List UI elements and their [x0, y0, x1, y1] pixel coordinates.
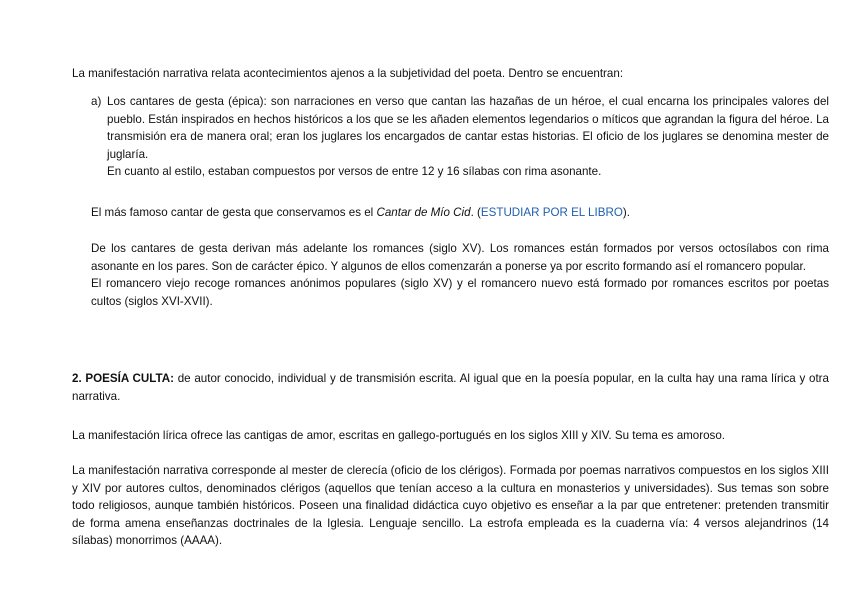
- romances-paragraph: [91, 240, 829, 310]
- narrativa-paragraph: La manifestación narrativa corresponde al mester de clerecía (oficio de los clérigos). Formada por poemas narrativos compuestos en los siglos XIII y XIV por autores cultos, denominados clérigos (aquellos que tenían acceso a la cultura en monasterios y universidades). Sus temas son sobre todo religiosos, aunque también históricos. Poseen una finalidad didáctica cuyo objetivo es enseñar a la par que entretener: pretenden transmitir de forma amena enseñanzas doctrinales de la Iglesia. Lenguaje sencillo. La estrofa empleada es la cuaderna vía: 4 versos alejandrinos (14 sílabas) monorrimos (AAAA).: [72, 464, 829, 547]
- section2-paragraph: [72, 370, 829, 405]
- cid-text-middle: . (: [470, 206, 481, 219]
- intro-paragraph: La manifestación narrativa relata acontecimientos ajenos a la subjetividad del poeta. Dentro se encuentran:: [72, 67, 624, 80]
- estudiar-libro-link[interactable]: ESTUDIAR POR EL LIBRO: [480, 206, 623, 219]
- lirica-paragraph: La manifestación lírica ofrece las cantigas de amor, escritas en gallego-portugués en los siglos XIII y XIV. Su tema es amoroso.: [72, 429, 726, 442]
- romances-text: De los cantares de gesta derivan más adelante los romances (siglo XV). Los romances están formados por versos octosílabos con rima asonante en los pares. Son de carácter épico. Y algunos de ellos comenzarán a ponerse ya por escrito formando así el romancero popular.: [91, 242, 829, 273]
- list-item-cantares-de-gesta: [91, 93, 829, 181]
- estilo-text: En cuanto al estilo, estaban compuestos por versos de entre 12 y 16 sílabas con rima asonante.: [107, 165, 602, 178]
- section2-text: de autor conocido, individual y de transmisión escrita. Al igual que en la poesía popular, en la culta hay una rama lírica y otra narrativa.: [72, 372, 829, 403]
- romancero-text: El romancero viejo recoge romances anónimos populares (siglo XV) y el romancero nuevo está formado por romances escritos por poetas cultos (siglos XVI-XVII).: [91, 277, 829, 308]
- list-marker: a): [91, 95, 102, 108]
- cid-text-before: El más famoso cantar de gesta que conservamos es el: [91, 206, 377, 219]
- cantares-text: Los cantares de gesta (épica): son narraciones en verso que cantan las hazañas de un héroe, el cual encarna los principales valores del pueblo. Están inspirados en hechos históricos a los que se les añaden elementos legendarios o míticos que agrandan la figura del héroe. La transmisión era de manera oral; eran los juglares los encargados de cantar estas historias. El oficio de los juglares se denomina mester de juglaría.: [107, 95, 829, 161]
- cid-paragraph: [91, 204, 829, 222]
- section2-heading: 2. POESÍA CULTA:: [72, 372, 174, 385]
- cid-title: Cantar de Mío Cid: [376, 206, 471, 219]
- cid-text-after: ).: [622, 206, 630, 219]
